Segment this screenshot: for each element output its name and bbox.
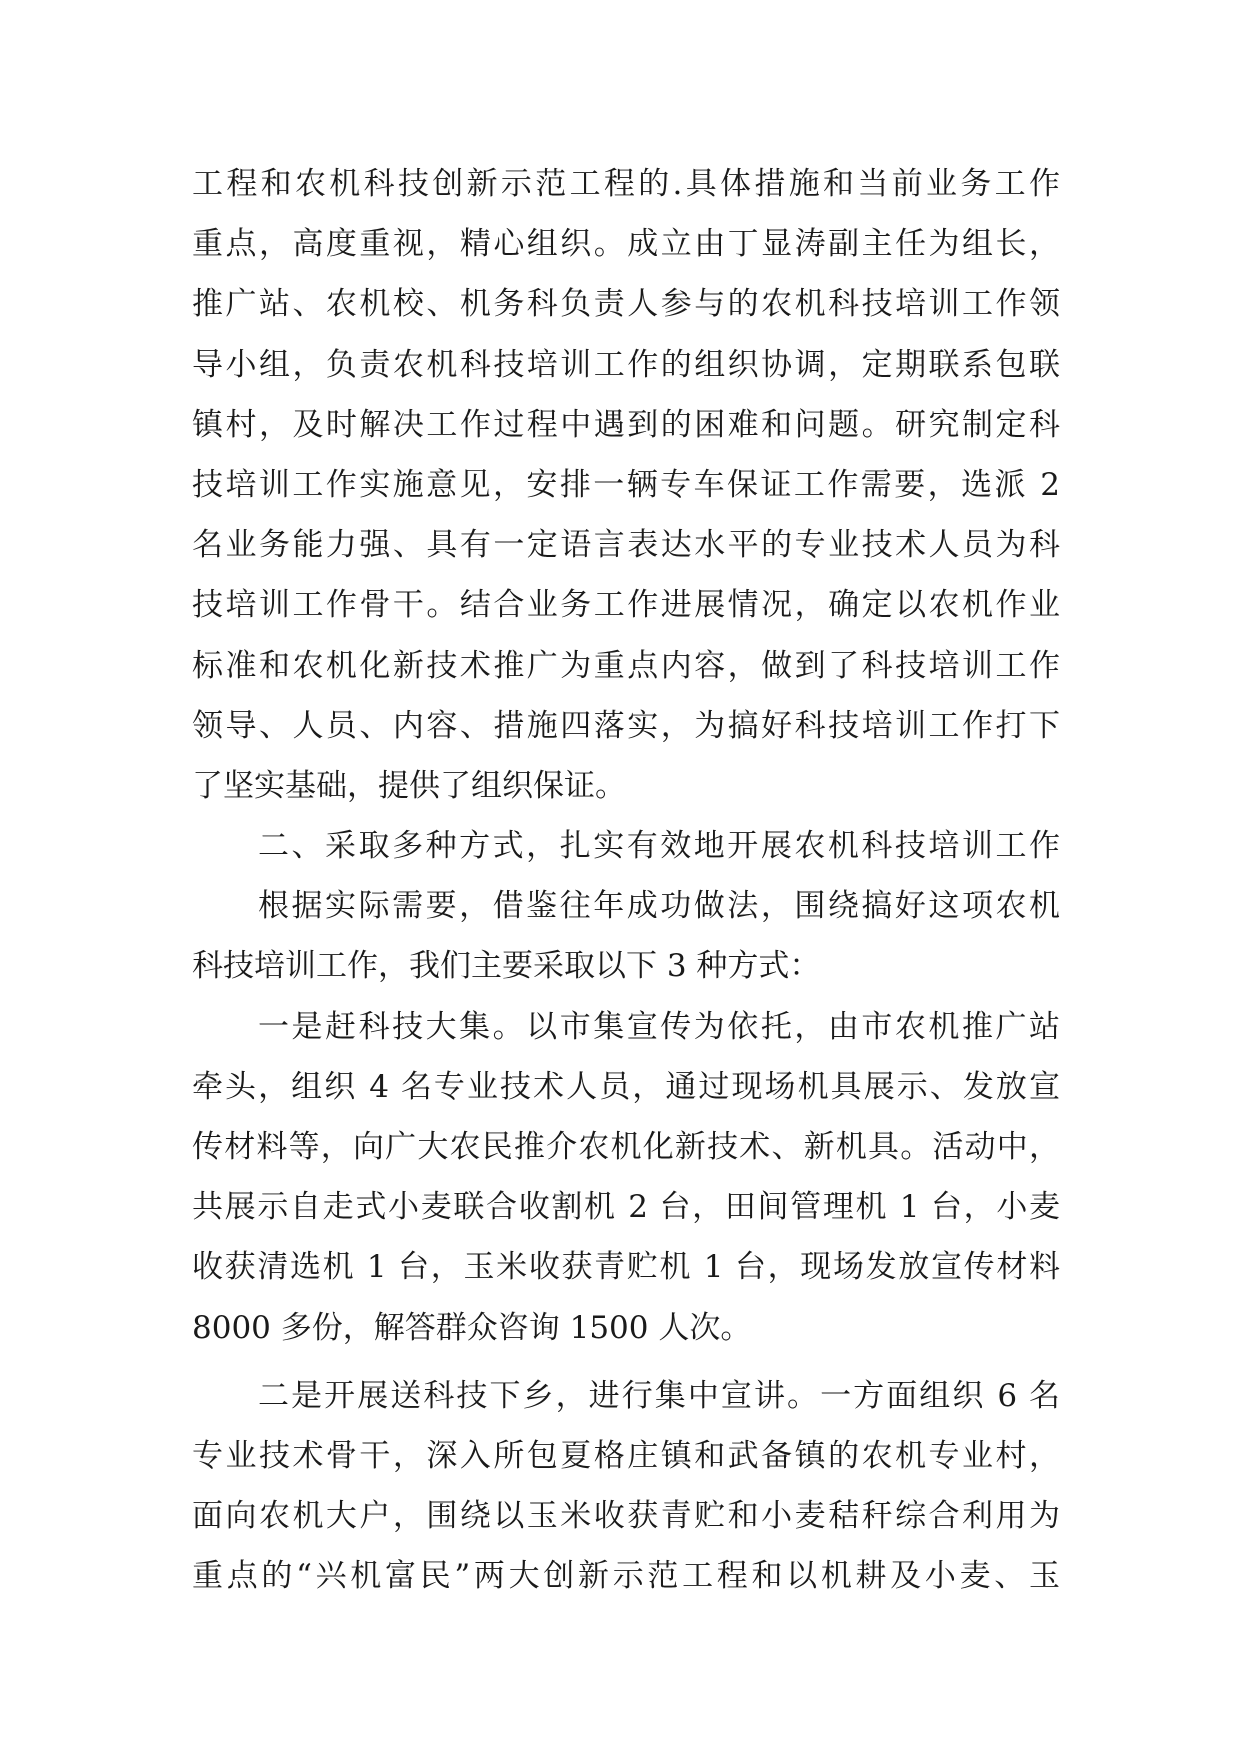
text-line: 专业技术骨干，深入所包夏格庄镇和武备镇的农机专业村， bbox=[192, 1437, 1060, 1474]
text-line: 技培训工作实施意见，安排一辆专车保证工作需要，选派 2 bbox=[192, 466, 1060, 503]
text-line: 传材料等，向广大农民推介农机化新技术、新机具。活动中， bbox=[192, 1129, 1060, 1165]
text-line: 导小组，负责农机科技培训工作的组织协调，定期联系包联 bbox=[192, 346, 1060, 383]
section-heading: 二、采取多种方式，扎实有效地开展农机科技培训工作 bbox=[258, 828, 1060, 865]
text-line: 共展示自走式小麦联合收割机 2 台，田间管理机 1 台，小麦 bbox=[192, 1189, 1060, 1226]
text-line: 了坚实基础，提供了组织保证。 bbox=[192, 767, 626, 804]
text-line: 推广站、农机校、机务科负责人参与的农机科技培训工作领 bbox=[192, 286, 1060, 323]
text-line: 重点，高度重视，精心组织。成立由丁显涛副主任为组长， bbox=[192, 226, 1060, 263]
document-body bbox=[192, 154, 1060, 1607]
text-line: 标准和农机化新技术推广为重点内容，做到了科技培训工作 bbox=[192, 647, 1060, 684]
text-line: 收获清选机 1 台，玉米收获青贮机 1 台，现场发放宣传材料 bbox=[192, 1249, 1060, 1286]
text-line: 根据实际需要，借鉴往年成功做法，围绕搞好这项农机 bbox=[258, 888, 1060, 925]
text-line: 8000 多份，解答群众咨询 1500 人次。 bbox=[192, 1309, 752, 1346]
paragraph-gap bbox=[192, 1358, 1060, 1366]
text-line: 二是开展送科技下乡，进行集中宣讲。一方面组织 6 名 bbox=[258, 1377, 1060, 1414]
text-line: 一是赶科技大集。以市集宣传为依托，由市农机推广站 bbox=[258, 1008, 1060, 1045]
text-line: 技培训工作骨干。结合业务工作进展情况，确定以农机作业 bbox=[192, 587, 1060, 624]
text-line: 科技培训工作，我们主要采取以下 3 种方式： bbox=[192, 948, 821, 985]
text-line: 领导、人员、内容、措施四落实，为搞好科技培训工作打下 bbox=[192, 707, 1060, 744]
text-line: 牵头，组织 4 名专业技术人员，通过现场机具展示、发放宣 bbox=[192, 1068, 1060, 1105]
text-line: 镇村，及时解决工作过程中遇到的困难和问题。研究制定科 bbox=[192, 406, 1060, 443]
text-line: 名业务能力强、具有一定语言表达水平的专业技术人员为科 bbox=[192, 527, 1060, 564]
text-line: 面向农机大户，围绕以玉米收获青贮和小麦秸秆综合利用为 bbox=[192, 1498, 1060, 1535]
text-line: 重点的“兴机富民”两大创新示范工程和以机耕及小麦、玉 bbox=[192, 1558, 1060, 1595]
text-line: 工程和农机科技创新示范工程的.具体措施和当前业务工作 bbox=[192, 166, 1060, 202]
